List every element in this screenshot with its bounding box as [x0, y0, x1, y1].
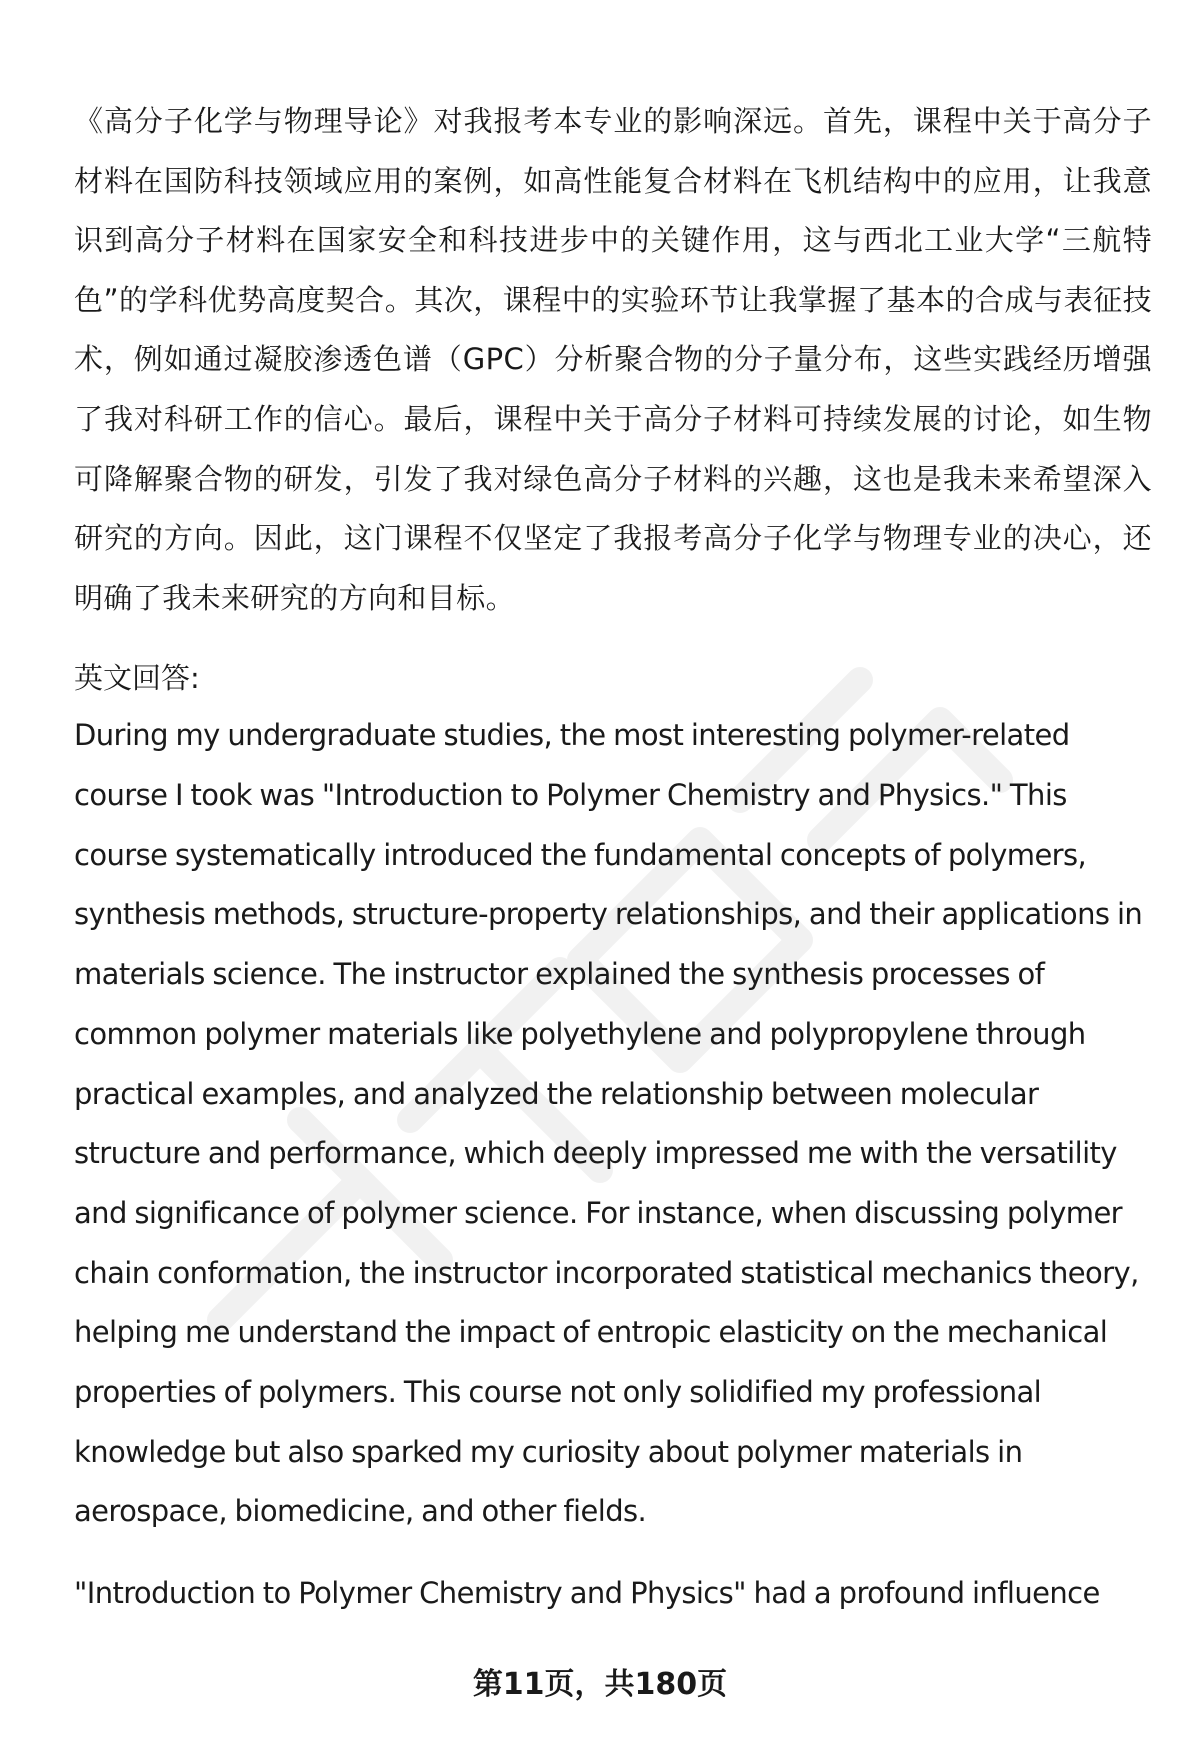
- english-answer-paragraph: During my undergraduate studies, the most interesting polymer-related course I took was "Introduction to Polymer Chemistry and Physics." This course systematically introduced the fundamental concepts of polymers, synthesis methods, structure-property relationships, and their applications in materials science. The instructor explained the synthesis processes of common polymer materials like polyethylene and polypropylene through practical examples, and analyzed the relationship between molecular structure and performance, which deeply impressed me with the versatility and significance of polymer science. For instance, when discussing polymer chain conformation, the instructor incorporated statistical mechanics theory, helping me understand the impact of entropic elasticity on the mechanical properties of polymers. This course not only solidified my professional knowledge but also sparked my curiosity about polymer materials in aerospace, biomedicine, and other fields.: [74, 718, 1143, 1529]
- english-answer-heading: 英文回答:: [74, 661, 200, 696]
- english-answer-paragraph-2: "Introduction to Polymer Chemistry and Physics" had a profound influence: [74, 1576, 1100, 1611]
- page-number-footer: 第11页，共180页: [472, 1667, 728, 1702]
- document-body: [74, 92, 1152, 1624]
- chinese-answer-paragraph: 《高分子化学与物理导论》对我报考本专业的影响深远。首先，课程中关于高分子材料在国防科技领域应用的案例，如高性能复合材料在飞机结构中的应用，让我意识到高分子材料在国家安全和科技进步中的关键作用，这与西北工业大学“三航特色”的学科优势高度契合。其次，课程中的实验环节让我掌握了基本的合成与表征技术，例如通过凝胶渗透色谱（GPC）分析聚合物的分子量分布，这些实践经历增强了我对科研工作的信心。最后，课程中关于高分子材料可持续发展的讨论，如生物可降解聚合物的研发，引发了我对绿色高分子材料的兴趣，这也是我未来希望深入研究的方向。因此，这门课程不仅坚定了我报考高分子化学与物理专业的决心，还明确了我未来研究的方向和目标。: [74, 104, 1152, 615]
